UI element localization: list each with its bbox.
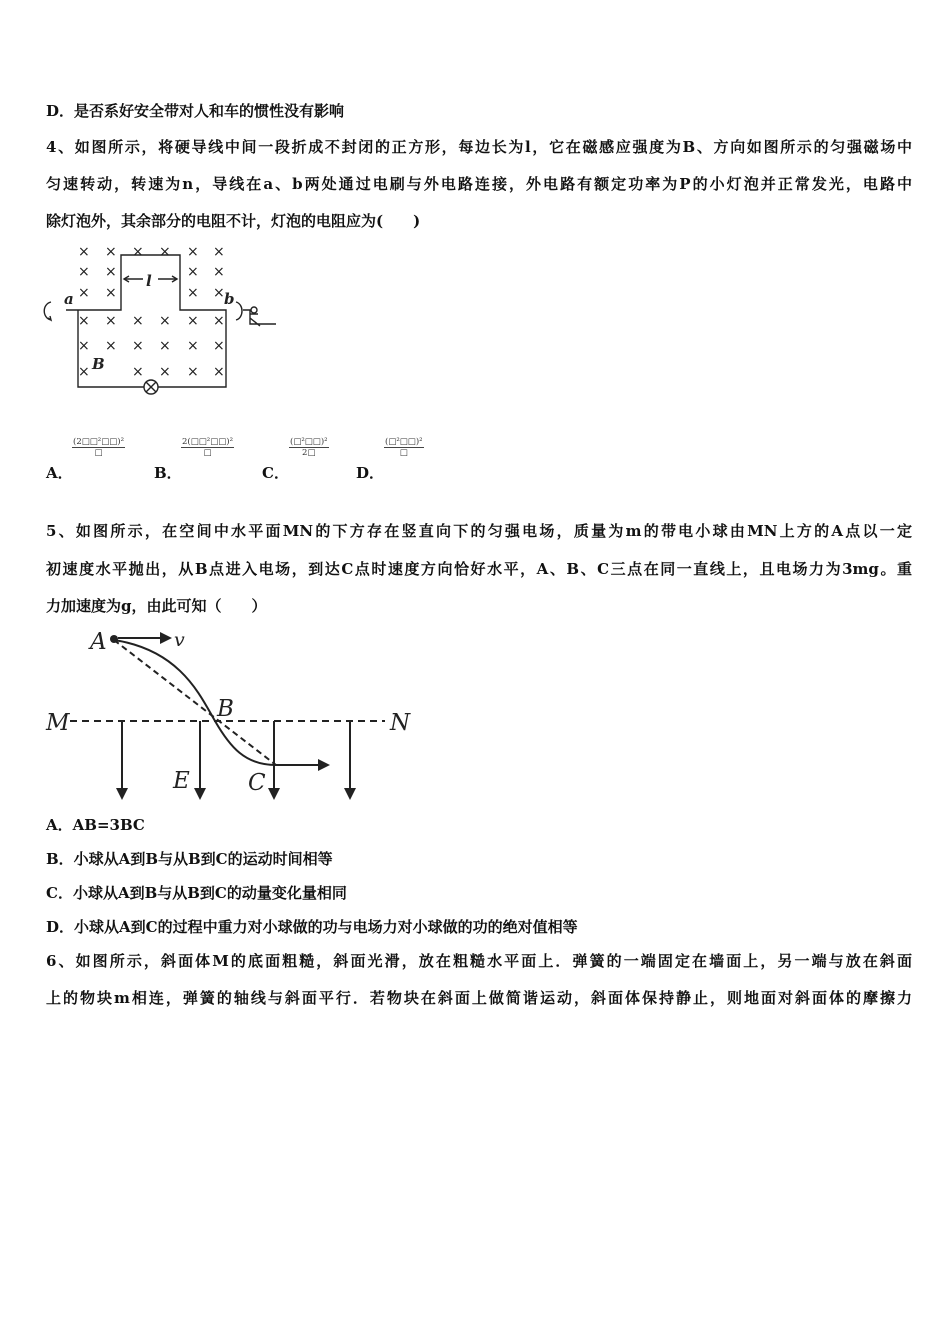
q5-option-d: D．小球从A到C的过程中重力对小球做的功与电场力对小球做的功的绝对值相等 [46, 918, 578, 936]
label-B-field: B [92, 355, 105, 373]
label-a: a [64, 290, 74, 308]
svg-text:×: × [105, 313, 117, 329]
svg-text:×: × [105, 285, 117, 301]
label-v: v [174, 629, 185, 651]
svg-text:×: × [213, 338, 225, 354]
arrowheads [116, 632, 356, 800]
svg-text:×: × [187, 313, 199, 329]
q4-stem-line-1: 4、如图所示，将硬导线中间一段折成不封闭的正方形，每边长为l，它在磁感应强度为B、方向如图所示的匀强磁场中 [46, 138, 912, 156]
q5-option-c: C．小球从A到B与从B到C的动量变化量相同 [46, 884, 347, 902]
q4-stem-line-3: 除灯泡外，其余部分的电阻不计，灯泡的电阻应为( ) [46, 212, 421, 230]
svg-text:×: × [78, 285, 90, 301]
q6-stem-line-1: 6、如图所示，斜面体M的底面粗糙，斜面光滑，放在粗糙水平面上．弹簧的一端固定在墙面上，另一端与放在斜面 [46, 952, 912, 970]
rotation-arrow-right-icon [236, 302, 242, 320]
q5-stem-line-1: 5、如图所示，在空间中水平面MN的下方存在竖直向下的匀强电场，质量为m的带电小球由MN上方的A点以一定 [46, 522, 912, 540]
q5-figure [40, 620, 420, 805]
svg-text:×: × [159, 338, 171, 354]
label-A: A [90, 629, 107, 655]
svg-text:×: × [213, 313, 225, 329]
q6-stem-line-2: 上的物块m相连，弹簧的轴线与斜面平行．若物块在斜面上做简谐运动，斜面体保持静止，则地面对斜面体的摩擦力 [46, 989, 912, 1007]
svg-text:×: × [132, 364, 144, 380]
svg-text:×: × [213, 364, 225, 380]
q4-option-b-letter: B． [154, 464, 182, 482]
q5-option-b: B．小球从A到B与从B到C的运动时间相等 [46, 850, 333, 868]
svg-text:×: × [78, 264, 90, 280]
svg-text:×: × [132, 244, 144, 260]
svg-text:×: × [213, 244, 225, 260]
label-M: M [46, 710, 70, 736]
label-b: b [224, 290, 235, 308]
svg-text:×: × [213, 264, 225, 280]
label-B: B [217, 696, 234, 722]
q4-option-b-formula: 2(□□²□□)² □ [182, 437, 233, 458]
svg-text:×: × [78, 338, 90, 354]
velocity-arrowhead [160, 632, 172, 644]
svg-text:×: × [78, 364, 90, 380]
q4-stem-line-2: 匀速转动，转速为n，导线在a、b两处通过电刷与外电路连接，外电路有额定功率为P的小灯泡并正常发光，电路中 [46, 175, 912, 193]
straight-line-abc [114, 640, 276, 765]
svg-text:×: × [187, 264, 199, 280]
ball-icon [110, 635, 118, 643]
label-C: C [248, 770, 266, 796]
q4-option-c-letter: C． [262, 464, 289, 482]
svg-text:×: × [159, 364, 171, 380]
svg-text:×: × [78, 313, 90, 329]
q5-stem-line-2: 初速度水平抛出，从B点进入电场，到达C点时速度方向恰好水平，A、B、C三点在同一直线上，且电场力为3mg。重 [46, 560, 912, 578]
svg-text:×: × [132, 313, 144, 329]
crank-handle-icon [243, 310, 276, 326]
q3-option-d: D．是否系好安全带对人和车的惯性没有影响 [46, 102, 345, 120]
svg-text:×: × [159, 244, 171, 260]
svg-text:×: × [187, 285, 199, 301]
q4-figure [38, 238, 288, 398]
svg-text:×: × [105, 244, 117, 260]
label-E: E [173, 768, 190, 794]
svg-text:×: × [187, 338, 199, 354]
q4-option-d-letter: D． [356, 464, 385, 482]
svg-text:×: × [187, 364, 199, 380]
svg-text:×: × [132, 338, 144, 354]
label-l: l [146, 272, 152, 290]
q4-option-a-letter: A． [46, 464, 73, 482]
svg-text:×: × [105, 338, 117, 354]
label-N: N [390, 710, 411, 736]
svg-text:×: × [78, 244, 90, 260]
svg-text:×: × [213, 285, 225, 301]
svg-text:×: × [159, 313, 171, 329]
q5-option-a: A．AB=3BC [46, 816, 145, 834]
svg-text:×: × [105, 264, 117, 280]
q5-stem-line-3: 力加速度为g，由此可知（ ） [46, 597, 267, 615]
q4-option-a-formula: (2□□²□□)² □ [73, 437, 124, 458]
q4-option-d-formula: (□²□□)² □ [385, 437, 423, 458]
q4-option-c-formula: (□²□□)² 2□ [290, 437, 328, 458]
svg-text:×: × [187, 244, 199, 260]
